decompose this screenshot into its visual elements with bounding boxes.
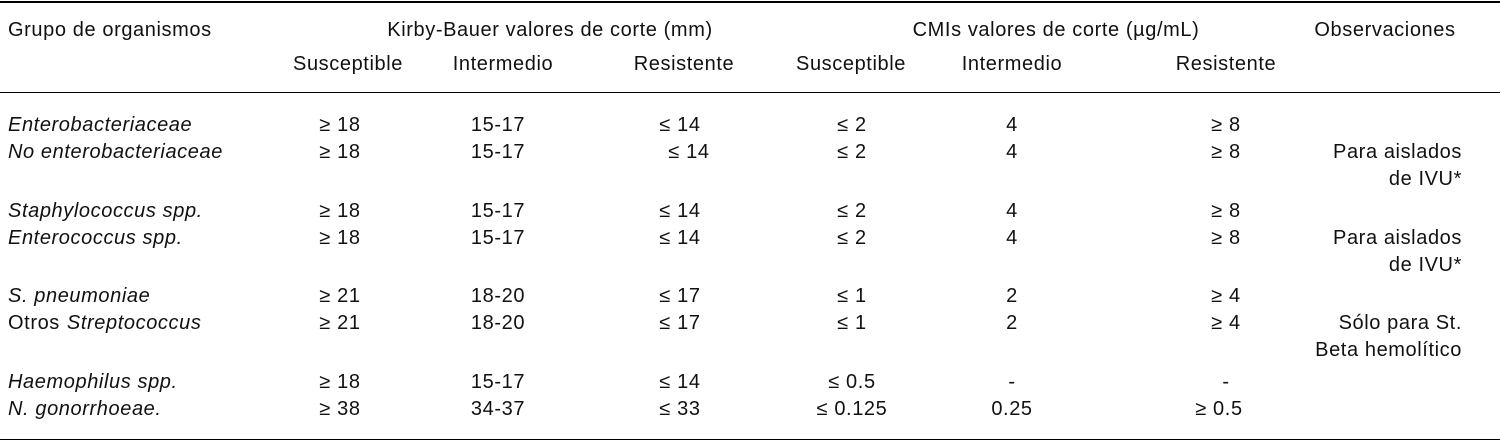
header-kb-resistant: Resistente	[633, 53, 735, 75]
kb-resistant-value: ≤ 17	[659, 312, 701, 334]
observation-line: Sólo para St.	[1338, 312, 1462, 334]
table-header-rule	[0, 92, 1500, 93]
organism-name: Enterobacteriaceae	[8, 114, 193, 136]
cmi-susceptible-value: ≤ 2	[837, 141, 867, 163]
header-cmi-susceptible: Susceptible	[796, 53, 906, 75]
organism-genus: Streptococcus	[66, 312, 202, 334]
organism-name	[8, 310, 201, 337]
header-cmi-intermediate: Intermedio	[961, 53, 1063, 75]
kb-resistant-value: ≤ 14	[659, 371, 701, 393]
kb-susceptible-value: ≥ 18	[319, 200, 361, 222]
table-row	[0, 310, 1500, 361]
table-row	[0, 112, 1500, 139]
header-kb-intermediate: Intermedio	[452, 53, 554, 75]
kb-susceptible-value: ≥ 21	[319, 312, 361, 334]
cmi-intermediate-value: 4	[1006, 141, 1018, 163]
organism-name: N. gonorrhoeae.	[8, 398, 162, 420]
cmi-susceptible-value: ≤ 1	[837, 312, 867, 334]
observation-line: de IVU*	[1388, 168, 1462, 190]
cmi-intermediate-value: 4	[1006, 114, 1018, 136]
cmi-intermediate-value: -	[1008, 371, 1016, 393]
organism-name: S. pneumoniae	[8, 285, 151, 307]
cmi-intermediate-value: 2	[1006, 285, 1018, 307]
kb-intermediate-value: 34-37	[470, 398, 526, 420]
header-kb-susceptible: Susceptible	[293, 53, 403, 75]
cmi-susceptible-value: ≤ 0.125	[816, 398, 888, 420]
organism-prefix: Otros	[8, 312, 60, 334]
observation-note	[1270, 310, 1462, 364]
table-subheader-row	[0, 51, 1500, 78]
kb-resistant-value: ≤ 14	[659, 227, 701, 249]
table-row	[0, 396, 1500, 423]
cmi-resistant-value: ≥ 0.5	[1195, 398, 1243, 420]
organism-name: No enterobacteriaceae	[8, 141, 223, 163]
observation-line: Beta hemolítico	[1315, 339, 1462, 361]
cmi-resistant-value: ≥ 4	[1211, 312, 1241, 334]
cmi-intermediate-value: 4	[1006, 227, 1018, 249]
kb-intermediate-value: 15-17	[470, 227, 526, 249]
kb-resistant-value: ≤ 14	[659, 200, 701, 222]
cmi-resistant-value: -	[1222, 371, 1230, 393]
organism-name: Enterococcus spp.	[8, 227, 183, 249]
cmi-resistant-value: ≥ 8	[1211, 227, 1241, 249]
table-row	[0, 283, 1500, 310]
cmi-susceptible-value: ≤ 0.5	[828, 371, 876, 393]
cmi-susceptible-value: ≤ 2	[837, 114, 867, 136]
table-row	[0, 198, 1500, 225]
cmi-resistant-value: ≥ 8	[1211, 114, 1241, 136]
cmi-resistant-value: ≥ 4	[1211, 285, 1241, 307]
header-cmi-resistant: Resistente	[1175, 53, 1277, 75]
cmi-resistant-value: ≥ 8	[1211, 200, 1241, 222]
cmi-intermediate-value: 4	[1006, 200, 1018, 222]
kb-intermediate-value: 15-17	[470, 141, 526, 163]
kb-susceptible-value: ≥ 18	[319, 371, 361, 393]
kb-intermediate-value: 18-20	[470, 312, 526, 334]
table-header-row	[0, 17, 1500, 44]
kb-susceptible-value: ≥ 18	[319, 227, 361, 249]
organism-name: Haemophilus spp.	[8, 371, 178, 393]
table-bottom-rule	[0, 439, 1500, 440]
kb-susceptible-value: ≥ 18	[319, 141, 361, 163]
cmi-intermediate-value: 2	[1006, 312, 1018, 334]
observation-line: Para aislados	[1333, 141, 1462, 163]
kb-intermediate-value: 15-17	[470, 114, 526, 136]
kb-susceptible-value: ≥ 18	[319, 114, 361, 136]
kb-susceptible-value: ≥ 38	[319, 398, 361, 420]
kb-resistant-value: ≤ 14	[659, 114, 701, 136]
observation-note	[1270, 225, 1462, 279]
cmi-intermediate-value: 0.25	[991, 398, 1033, 420]
organism-name: Staphylococcus spp.	[8, 200, 203, 222]
kb-resistant-value: ≤ 33	[659, 398, 701, 420]
observation-line: Para aislados	[1333, 227, 1462, 249]
kb-resistant-value: ≤ 17	[659, 285, 701, 307]
kb-intermediate-value: 15-17	[470, 371, 526, 393]
header-organism-group: Grupo de organismos	[8, 19, 212, 41]
kb-intermediate-value: 18-20	[470, 285, 526, 307]
header-observations: Observaciones	[1314, 19, 1456, 41]
kb-susceptible-value: ≥ 21	[319, 285, 361, 307]
cmi-susceptible-value: ≤ 1	[837, 285, 867, 307]
kb-resistant-value: ≤ 14	[668, 141, 710, 163]
observation-note	[1270, 139, 1462, 193]
cmi-susceptible-value: ≤ 2	[837, 200, 867, 222]
header-kirby-bauer: Kirby-Bauer valores de corte (mm)	[387, 19, 713, 41]
cmi-resistant-value: ≥ 8	[1211, 141, 1241, 163]
table-top-rule	[0, 1, 1500, 3]
cmi-susceptible-value: ≤ 2	[837, 227, 867, 249]
observation-line: de IVU*	[1388, 254, 1462, 276]
header-cmi: CMIs valores de corte (µg/mL)	[912, 19, 1200, 41]
table-row	[0, 225, 1500, 276]
table-row	[0, 139, 1500, 190]
table-row	[0, 369, 1500, 396]
kb-intermediate-value: 15-17	[470, 200, 526, 222]
